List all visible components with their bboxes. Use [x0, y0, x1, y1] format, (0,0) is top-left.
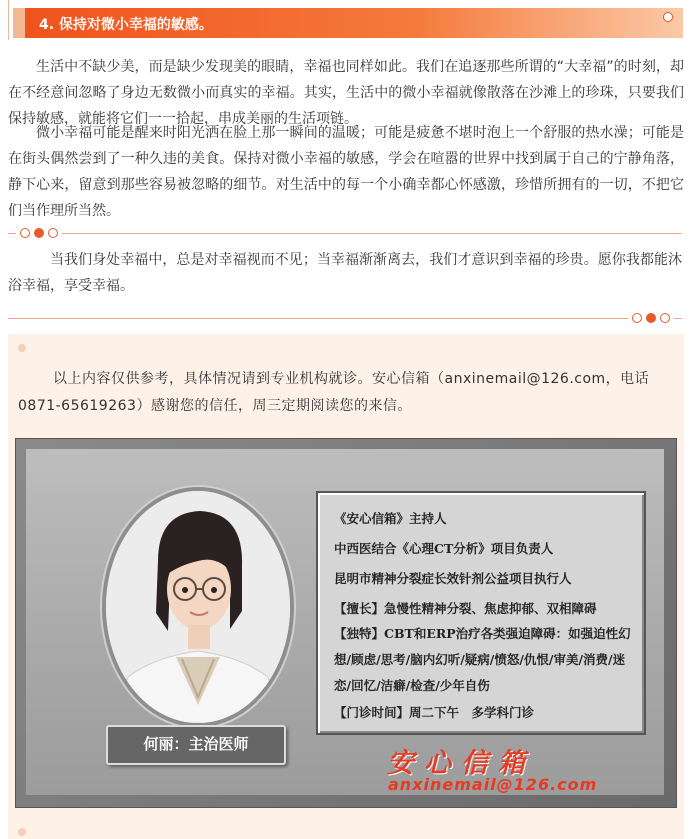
info-line-project: 中西医结合《心理CT分析》项目负责人 [334, 541, 554, 556]
info-line-host: 《安心信箱》主持人 [334, 511, 447, 526]
section-title: 4. 保持对微小幸福的敏感。 [39, 17, 213, 33]
quote-bottom-border [8, 318, 682, 319]
header-dot-icon [663, 12, 673, 22]
doctor-name-plate: 何丽：主治医师 [106, 725, 286, 765]
doctor-info-panel [316, 491, 646, 735]
disclaimer-text: 以上内容仅供参考，具体情况请到专业机构就诊。安心信箱（anxinemail@126.com，电话0871-65619263）感谢您的信任，周三定期阅读您的来信。 [18, 371, 650, 414]
quote-text: 当我们身处幸福中，总是对幸福视而不见；当幸福渐渐离去，我们才意识到幸福的珍贵。愿你我都能沐浴幸福，享受幸福。 [8, 252, 682, 294]
brand-email: anxinemail@126.com [388, 775, 598, 794]
doctor-avatar-icon [106, 491, 290, 723]
paragraph-2: 微小幸福可能是醒来时阳光洒在脸上那一瞬间的温暖；可能是疲惫不堪时泡上一个舒服的热水澡；可能是在街头偶然尝到了一种久违的美食。保持对微小幸福的敏感，学会在喧嚣的世界中找到属于自己的宁静角落，静下心来，留意到那些容易被忽略的细节。对生活中的每一个小确幸都心怀感激，珍惜所拥有的一切，不把它们当作理所当然。 [8, 125, 684, 219]
info-dot-icon [18, 828, 26, 836]
decorative-line [8, 0, 9, 40]
info-line-specialty: 【擅长】急慢性精神分裂、焦虑抑郁、双相障碍 [334, 601, 597, 616]
doctor-card-inner [26, 449, 664, 795]
section-header [13, 8, 683, 38]
quote-box [8, 233, 682, 319]
dot-icon [646, 313, 656, 323]
paragraph-1: 生活中不缺少美，而是缺少发现美的眼睛，幸福也同样如此。我们在追逐那些所谓的“大幸福”的时刻，却在不经意间忽略了身边无数微小而真实的幸福。其实，生活中的微小幸福就像散落在沙滩上的珍珠，只要我们保持敏感，就能将它们一一拾起，串成美丽的生活项链。 [8, 59, 684, 127]
quote-dots-bottom [628, 313, 674, 323]
dot-icon [660, 313, 670, 323]
quote-dots-top [16, 228, 62, 238]
dot-icon [34, 228, 44, 238]
doctor-card [15, 438, 677, 808]
quote-top-border [8, 233, 682, 234]
dot-icon [20, 228, 30, 238]
info-box [8, 334, 684, 839]
dot-icon [48, 228, 58, 238]
doctor-portrait [102, 487, 294, 727]
header-tab-decoration [13, 8, 25, 38]
brand-title: 安心信箱 [387, 748, 535, 779]
info-line-unique: 【独特】CBT和ERP治疗各类强迫障碍：如强迫性幻想/顾虑/思考/脑内幻听/疑病/愤怒/仇恨/审美/消费/迷恋/回忆/洁癖/检查/少年自伤 [334, 626, 631, 693]
info-line-clinic-hours: 【门诊时间】周二下午 多学科门诊 [334, 705, 535, 720]
info-line-public-welfare: 昆明市精神分裂症长效针剂公益项目执行人 [334, 571, 572, 586]
info-dot-icon [18, 344, 26, 352]
dot-icon [632, 313, 642, 323]
